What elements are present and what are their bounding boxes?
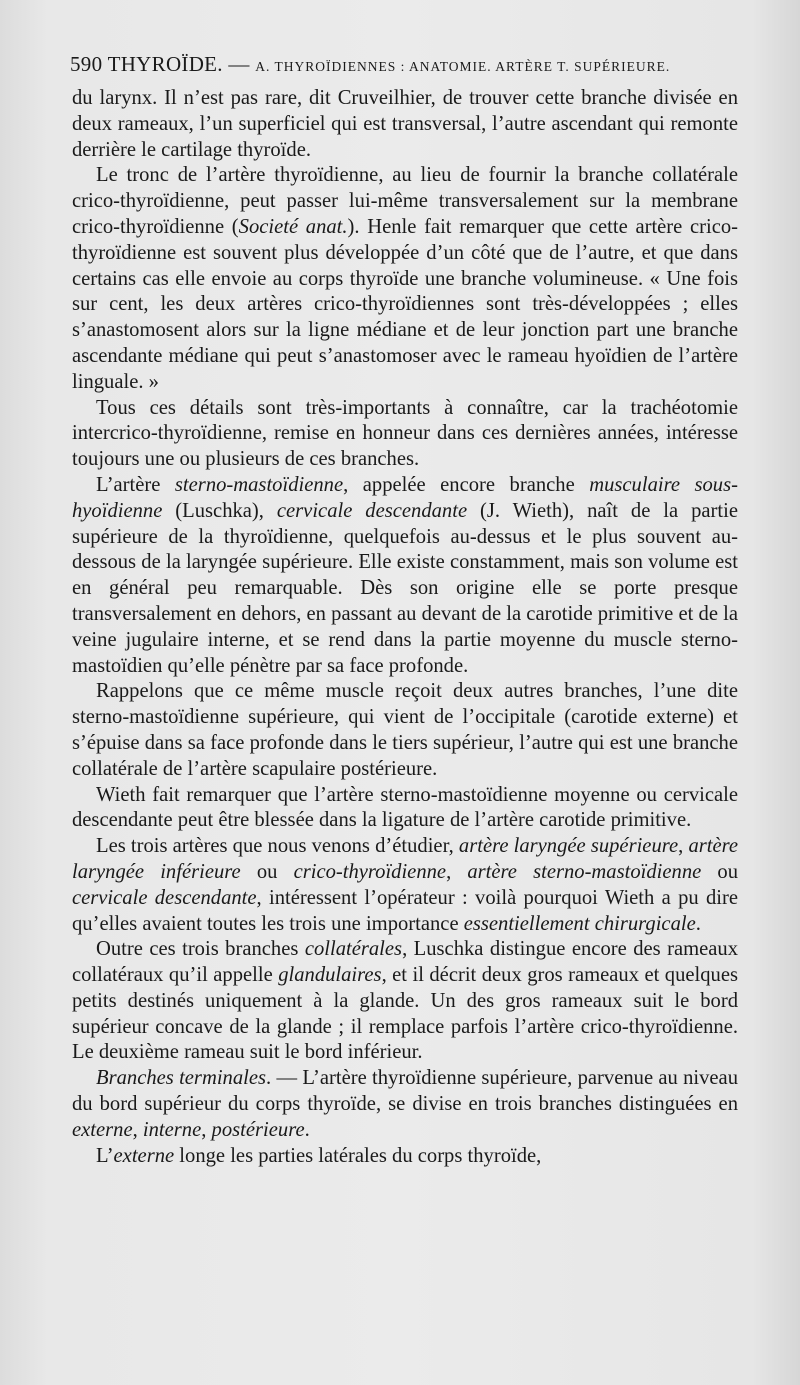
- italic-text: Branches terminales: [96, 1067, 267, 1090]
- text-run: ,: [678, 835, 689, 858]
- paragraph: [72, 86, 738, 163]
- italic-text: Societé anat.: [238, 215, 348, 238]
- text-run: du larynx. Il n’est pas rare, dit Cruveilhier, de trouver cette branche divisée en deux rameaux, l’un superficiel qui est transversal, l’autre ascendant qui remonte derrière le cartilage thyroïde.: [72, 87, 738, 161]
- text-run: Tous ces détails sont très-importants à connaître, car la trachéotomie intercrico-thyroïdienne, remise en honneur dans ces dernières années, intéresse toujours une ou plusieurs de ces branches.: [72, 396, 738, 471]
- text-run: Rappelons que ce même muscle reçoit deux autres branches, l’une dite sterno-mastoïdienne supérieure, qui vient de l’occipitale (carotide externe) et s’épuise dans sa face profonde dans le tiers supérieur, l’autre qui est une branche collatérale de l’artère scapulaire postérieure.: [72, 680, 738, 780]
- italic-text: sterno-mastoïdienne: [174, 473, 344, 496]
- body-text: [72, 86, 738, 1169]
- section-subtitle: A. THYROÏDIENNES : ANATOMIE. ARTÈRE T. SUPÉRIEURE.: [255, 59, 671, 74]
- text-run: ,: [201, 1118, 212, 1141]
- paragraph: [72, 783, 738, 835]
- italic-text: crico-thyroïdienne: [293, 860, 447, 883]
- text-run: Les trois artères que nous venons d’étudier,: [96, 835, 459, 858]
- paragraph: [72, 937, 738, 1066]
- italic-text: collatérales: [304, 938, 403, 961]
- text-run: Outre ces trois branches: [96, 938, 305, 961]
- text-run: Le tronc de l’artère thyroïdienne, au lieu de fournir la branche collatérale crico-thyroïdienne, peut passer lui-même transversalement sur la membrane crico-thyroïdienne (: [72, 164, 738, 238]
- paragraph: [72, 163, 738, 395]
- text-run: .: [304, 1118, 310, 1141]
- text-run: , intéressent l’opérateur : voilà pourquoi Wieth a pu dire qu’elles avaient toutes les trois une importance: [72, 886, 738, 935]
- text-run: ). Henle fait remarquer que cette artère crico-thyroïdienne est souvent plus développée d’un côté que de l’autre, et que dans certains cas elle envoie au corps thyroïde une branche volumineuse. « Une fois sur cent, les deux artères crico-thyroïdiennes sont très-développées ; elles s’anastomosent alors sur la ligne médiane et de leur jonction part une branche ascendante médiane qui peut s’anastomoser avec le rameau hyoïdien de l’artère linguale. »: [72, 215, 738, 393]
- text-run: .: [695, 912, 701, 935]
- italic-text: artère laryngée supérieure: [458, 835, 679, 858]
- page-number: 590: [70, 52, 103, 76]
- text-run: ,: [446, 860, 468, 883]
- text-run: L’artère: [96, 473, 175, 496]
- text-run: ,: [132, 1118, 143, 1141]
- italic-text: externe: [113, 1144, 175, 1167]
- text-run: (J. Wieth), naît de la partie supérieure de la thyroïdienne, quelquefois au-dessus et le plus souvent au-dessous de la laryngée supérieure. Elle existe constamment, mais son volume est en général peu remarquable. Dès son origine elle se porte presque transversalement en dehors, en passant au devant de la carotide primitive et de la veine jugulaire interne, et se rend dans la partie moyenne du muscle sterno-mastoïdien qu’elle pénètre par sa face profonde.: [72, 499, 738, 677]
- italic-text: essentiellement chirurgicale: [463, 912, 696, 935]
- text-run: longe les parties latérales du corps thyroïde,: [174, 1144, 542, 1167]
- italic-text: postérieure: [211, 1118, 305, 1141]
- italic-text: artère laryngée inférieure: [72, 835, 739, 883]
- text-run: , et il décrit deux gros rameaux et quelques petits destinés uniquement à la glande. Un des gros rameaux suit le bord supérieur concave de la glande ; il remplace parfois l’artère crico-thyroïdienne. Le deuxième rameau suit le bord inférieur.: [72, 964, 738, 1064]
- header-dash: —: [228, 52, 250, 76]
- paragraph: [72, 834, 738, 937]
- paragraph: [72, 396, 738, 473]
- italic-text: cervicale descendante: [72, 886, 257, 909]
- italic-text: musculaire sous-hyoïdienne: [72, 473, 738, 522]
- paragraph: [72, 473, 738, 679]
- text-run: ou: [240, 860, 294, 883]
- italic-text: artère sterno-mastoïdienne: [467, 860, 702, 883]
- text-run: ou: [701, 860, 739, 883]
- text-run: , Luschka distingue encore des rameaux collatéraux qu’il appelle: [72, 938, 738, 987]
- italic-text: externe: [72, 1118, 133, 1141]
- chapter-title: THYROÏDE.: [107, 52, 223, 76]
- paragraph: [72, 1066, 738, 1143]
- running-header: [70, 52, 740, 77]
- text-run: , appelée encore branche: [343, 473, 590, 496]
- text-run: (Luschka),: [162, 499, 277, 522]
- italic-text: cervicale descendante: [276, 499, 468, 522]
- text-run: . — L’artère thyroïdienne supérieure, parvenue au niveau du bord supérieur du corps thyroïde, se divise en trois branches distinguées en: [72, 1067, 738, 1116]
- text-run: L’: [96, 1144, 114, 1167]
- text-run: Wieth fait remarquer que l’artère sterno-mastoïdienne moyenne ou cervicale descendante peut être blessée dans la ligature de l’artère carotide primitive.: [72, 783, 738, 832]
- italic-text: glandulaires: [278, 964, 382, 987]
- paragraph: [72, 1144, 738, 1170]
- paragraph: [72, 679, 738, 782]
- italic-text: interne: [142, 1118, 202, 1141]
